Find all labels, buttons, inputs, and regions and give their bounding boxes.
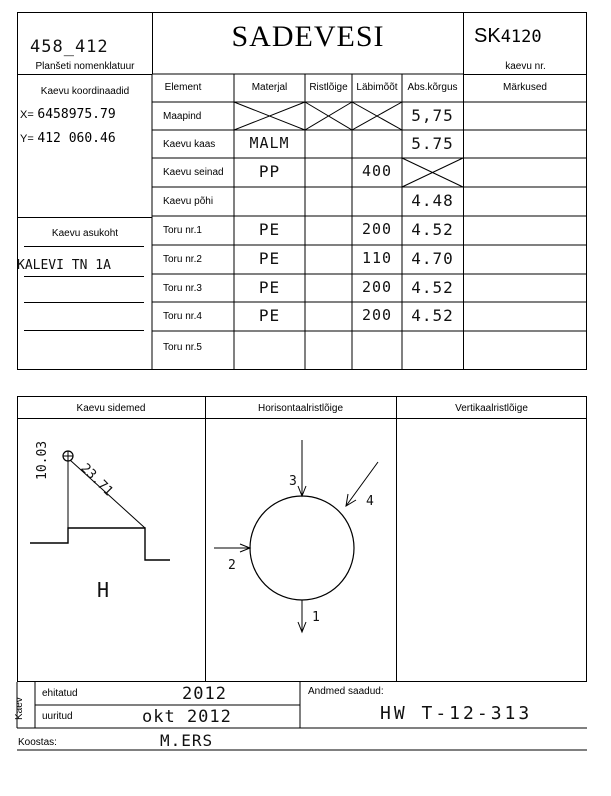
row-diameter-pipe-3: 200 [361,278,393,296]
row-element-cover: Kaevu kaas [163,139,216,150]
well-code-prefix: SK [474,25,501,47]
nomenclature-value: 458_412 [30,37,109,57]
pipe-label-4: 4 [366,494,375,509]
tie-distance-a: 10.03 [35,440,50,480]
well-number: 4120 [500,27,542,47]
horizontal-section-label: Horisontaalristlõige [257,403,344,414]
row-abs-cover: 5.75 [411,134,454,153]
building-label: H [97,578,111,602]
col-header-material: Materjal [251,82,288,93]
coord-x-value: 6458975.79 [37,107,116,122]
row-material-cover: MALM [249,134,290,152]
row-abs-pipe-2: 4.70 [411,249,454,268]
surveyed-value: okt 2012 [142,707,232,727]
compiled-label: Koostas: [18,737,57,748]
row-material-walls: PP [258,162,281,181]
col-header-element: Element [164,82,202,93]
row-abs-bottom: 4.48 [411,191,454,210]
row-material-pipe-2: PE [258,249,281,268]
kaev-label: Kaev [14,697,25,720]
row-diameter-pipe-1: 200 [361,220,393,238]
coord-y-value: 412 060.46 [37,131,116,146]
coord-y-prefix: Y= [20,133,34,145]
built-value: 2012 [182,684,227,704]
vertical-section-label: Vertikaalristlõige [455,403,528,414]
pipe-label-2: 2 [228,558,237,573]
coords-label: Kaevu koordinaadid [40,86,130,97]
row-element-pipe-2: Toru nr.2 [163,254,202,265]
row-material-pipe-3: PE [258,278,281,297]
location-value: KALEVI TN 1A [17,258,111,273]
surveyed-label: uuritud [42,711,73,722]
row-abs-pipe-3: 4.52 [411,278,454,297]
row-material-pipe-4: PE [258,306,281,325]
row-material-pipe-1: PE [258,220,281,239]
row-element-walls: Kaevu seinad [163,167,224,178]
col-header-diameter: Läbimõõt [356,82,398,93]
row-diameter-walls: 400 [361,162,393,180]
row-abs-pipe-1: 4.52 [411,220,454,239]
row-abs-pipe-4: 4.52 [411,306,454,325]
row-element-bottom: Kaevu põhi [163,196,214,207]
row-abs-ground: 5,75 [411,106,454,125]
source-label: Andmed saadud: [308,686,384,697]
row-element-ground: Maapind [163,111,202,122]
tie-distance-b: 23.71 [77,461,116,500]
row-element-pipe-1: Toru nr.1 [163,225,202,236]
row-element-pipe-5: Toru nr.5 [163,342,202,353]
pipe-label-3: 3 [289,474,298,489]
row-diameter-pipe-4: 200 [361,306,393,324]
pipe-label-1: 1 [312,610,321,625]
coord-x-prefix: X= [20,109,34,121]
location-label: Kaevu asukoht [51,228,119,239]
row-element-pipe-3: Toru nr.3 [163,283,202,294]
page-title: SADEVESI [231,20,385,53]
nomenclature-label: Planšeti nomenklatuur [35,61,135,72]
col-header-cross-section: Ristlõige [309,82,348,93]
compiled-value: M.ERS [160,731,214,750]
row-diameter-pipe-2: 110 [361,249,393,267]
source-value: HW T-12-313 [380,703,533,724]
row-element-pipe-4: Toru nr.4 [163,311,202,322]
well-number-label: kaevu nr. [505,61,546,72]
ties-section-label: Kaevu sidemed [76,403,146,414]
col-header-remarks: Märkused [503,82,547,93]
col-header-abs-height: Abs.kõrgus [407,82,458,93]
built-label: ehitatud [42,688,78,699]
